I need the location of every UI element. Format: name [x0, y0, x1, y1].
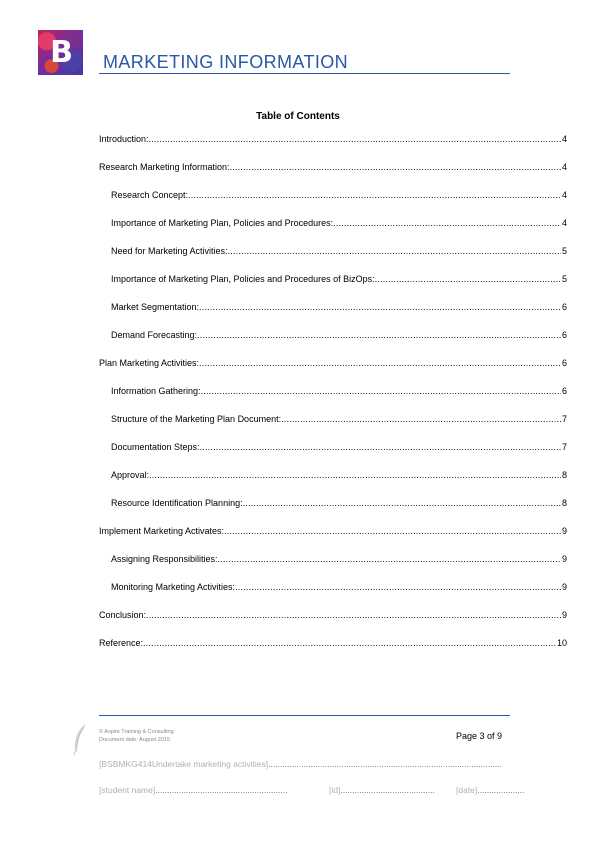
toc-entry-label: Importance of Marketing Plan, Policies and Procedures:	[111, 218, 334, 228]
toc-entry[interactable]	[111, 218, 567, 232]
toc-entry-page: 4	[561, 190, 567, 200]
toc-entry[interactable]	[111, 554, 567, 568]
toc-leader-dots	[201, 386, 561, 396]
toc-leader-dots	[224, 526, 561, 536]
toc-entry[interactable]	[111, 442, 567, 456]
toc-entry-label: Structure of the Marketing Plan Document:	[111, 414, 282, 424]
date-field[interactable]: [date]	[456, 785, 478, 795]
toc-entry-label: Approval:	[111, 470, 150, 480]
toc-entry[interactable]	[111, 582, 567, 596]
toc-entry-label: Assigning Responsibilities:	[111, 554, 218, 564]
logo-letter: B	[50, 34, 73, 70]
toc-entry-label: Conclusion:	[99, 610, 147, 620]
toc-leader-dots	[197, 330, 561, 340]
toc-entry-page: 9	[561, 526, 567, 536]
toc-entry-page: 9	[561, 554, 567, 564]
toc-entry[interactable]	[99, 526, 567, 540]
toc-entry-label: Research Concept:	[111, 190, 189, 200]
document-date: Document date: August 2015	[99, 737, 170, 743]
toc-leader-dots	[200, 442, 561, 452]
toc-entry-label: Plan Marketing Activities:	[99, 358, 200, 368]
page-number: Page 3 of 9	[456, 731, 503, 741]
toc-entry[interactable]	[111, 302, 567, 316]
toc-entry-label: Demand Forecasting:	[111, 330, 198, 340]
toc-entry-label: Implement Marketing Activates:	[99, 526, 225, 536]
toc-entry-label: Monitoring Marketing Activities:	[111, 582, 236, 592]
toc-entry-page: 6	[561, 302, 567, 312]
toc-entry-page: 8	[561, 498, 567, 508]
toc-leader-dots	[230, 162, 561, 172]
toc-entry-label: Research Marketing Information:	[99, 162, 230, 172]
toc-entry-page: 4	[561, 134, 567, 144]
id-field[interactable]: [id]	[329, 785, 341, 795]
toc-entry[interactable]	[111, 498, 567, 512]
toc-entry-label: Market Segmentation:	[111, 302, 200, 312]
course-fill: ...................................................................................................	[268, 759, 502, 769]
toc-entry[interactable]	[111, 470, 567, 484]
toc-entry[interactable]	[111, 386, 567, 400]
toc-entry-page: 7	[561, 414, 567, 424]
date-field-line	[456, 785, 525, 795]
toc-entry[interactable]	[111, 274, 567, 288]
toc-entry-label: Documentation Steps:	[111, 442, 200, 452]
toc-entry-page: 6	[561, 358, 567, 368]
company-logo	[38, 30, 83, 75]
toc-leader-dots	[228, 246, 561, 256]
toc-entry[interactable]	[111, 246, 567, 260]
toc-entry[interactable]	[99, 610, 567, 624]
toc-entry-page: 6	[561, 330, 567, 340]
toc-leader-dots	[188, 190, 561, 200]
toc-entry[interactable]	[111, 414, 567, 428]
toc-leader-dots	[281, 414, 561, 424]
toc-leader-dots	[235, 582, 561, 592]
id-field-line	[329, 785, 435, 795]
toc-entry-label: Reference:	[99, 638, 144, 648]
toc-entry[interactable]	[99, 134, 567, 148]
toc-entry[interactable]	[99, 358, 567, 372]
toc-entry[interactable]	[111, 190, 567, 204]
toc-leader-dots	[143, 638, 556, 648]
toc-entry-page: 9	[561, 610, 567, 620]
toc-entry-page: 10	[556, 638, 567, 648]
toc-entry-page: 4	[561, 162, 567, 172]
toc-entry[interactable]	[111, 330, 567, 344]
student-name-field[interactable]: [student name]	[99, 785, 156, 795]
student-field-line	[99, 785, 287, 795]
student-fill: ........................................................	[155, 785, 288, 795]
id-fill: ........................................	[340, 785, 435, 795]
toc-heading: Table of Contents	[256, 111, 340, 122]
feather-logo-icon	[72, 722, 88, 756]
date-fill: ....................	[477, 785, 525, 795]
toc-leader-dots	[149, 134, 561, 144]
toc-leader-dots	[199, 302, 561, 312]
toc-entry-page: 4	[561, 218, 567, 228]
toc-entry-label: Need for Marketing Activities:	[111, 246, 228, 256]
toc-leader-dots	[146, 610, 561, 620]
toc-leader-dots	[333, 218, 561, 228]
toc-leader-dots	[149, 470, 561, 480]
toc-leader-dots	[243, 498, 561, 508]
header-divider	[99, 73, 510, 74]
document-title: MARKETING INFORMATION	[103, 52, 349, 72]
toc-entry-page: 9	[561, 582, 567, 592]
toc-entry-label: Resource Identification Planning:	[111, 498, 243, 508]
footer-divider	[99, 715, 510, 716]
toc-entry-page: 8	[561, 470, 567, 480]
toc-entry-page: 7	[561, 442, 567, 452]
toc-entry-label: Information Gathering:	[111, 386, 201, 396]
toc-leader-dots	[199, 358, 561, 368]
course-field-line	[99, 759, 502, 769]
toc-entry[interactable]	[99, 638, 567, 652]
toc-entry-label: Importance of Marketing Plan, Policies and Procedures of BizOps:	[111, 274, 375, 284]
toc-entry-page: 5	[561, 274, 567, 284]
toc-entry-label: Introduction:	[99, 134, 149, 144]
course-field[interactable]: [BSBMKG414Undertake marketing activities]	[99, 759, 269, 769]
toc-leader-dots	[375, 274, 561, 284]
toc-leader-dots	[218, 554, 561, 564]
footer-info	[99, 728, 174, 744]
toc-entry-page: 5	[561, 246, 567, 256]
copyright-text: © Aspire Training & Consulting	[99, 729, 174, 735]
toc-entry-page: 6	[561, 386, 567, 396]
toc-entry[interactable]	[99, 162, 567, 176]
